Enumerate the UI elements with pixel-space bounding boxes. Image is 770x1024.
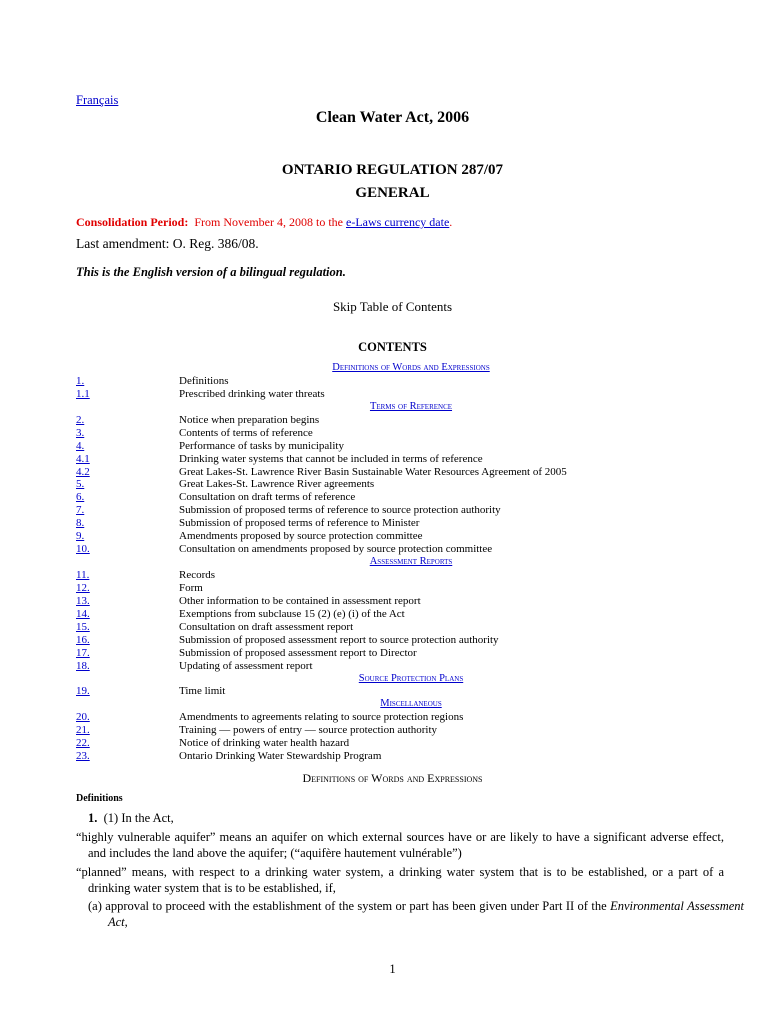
toc-section-number-link[interactable]: 21.	[76, 724, 90, 737]
toc-item	[76, 737, 716, 750]
toc-item	[76, 466, 716, 479]
toc-item	[76, 595, 716, 608]
toc-item-title: Submission of proposed terms of reference to Minister	[179, 517, 420, 530]
toc-section-heading[interactable]	[76, 401, 716, 414]
toc-section-number-link[interactable]: 22.	[76, 737, 90, 750]
table-of-contents	[76, 362, 716, 763]
toc-item-title: Notice when preparation begins	[179, 413, 320, 426]
toc-item-title: Exemptions from subclause 15 (2) (e) (i) of the Act	[179, 607, 405, 620]
toc-section-number-link[interactable]: 14.	[76, 607, 90, 620]
section-1-text: (1) In the Act,	[103, 811, 174, 825]
toc-section-link[interactable]: Definitions of Words and Expressions	[332, 362, 490, 373]
toc-item-title: Form	[179, 581, 203, 594]
toc-item-title: Notice of drinking water health hazard	[179, 737, 350, 750]
e-laws-currency-link[interactable]: e-Laws currency date	[346, 215, 450, 229]
regulation-subtitle: GENERAL	[355, 185, 430, 201]
toc-section-number-link[interactable]: 4.2	[76, 465, 90, 478]
toc-item-title: Submission of proposed assessment report to source protection authority	[179, 633, 499, 646]
definition-highly-vulnerable-aquifer: “highly vulnerable aquifer” means an aquifer on which external sources have or are likely to have a significant adverse effect, and includes the land above the aquifer; (“aquifère hautement vulnérable”)	[76, 830, 724, 860]
toc-item-title: Consultation on draft assessment report	[179, 620, 354, 633]
clause-a-end: ,	[124, 915, 128, 929]
toc-section-number-link[interactable]: 11.	[76, 569, 90, 581]
toc-item	[76, 750, 716, 763]
toc-item-title: Other information to be contained in assessment report	[179, 594, 421, 607]
consolidation-text: From November 4, 2008 to the	[194, 215, 343, 229]
toc-item	[76, 530, 716, 543]
toc-section-heading[interactable]	[76, 698, 716, 711]
toc-item	[76, 491, 716, 504]
toc-section-number-link[interactable]: 19.	[76, 685, 90, 698]
toc-section-link[interactable]: Miscellaneous	[380, 698, 442, 710]
toc-section-number-link[interactable]: 8.	[76, 517, 85, 530]
toc-item	[76, 647, 716, 660]
toc-section-link[interactable]: Assessment Reports	[369, 556, 453, 568]
definitions-label: Definitions	[76, 793, 123, 804]
toc-item	[76, 685, 716, 698]
toc-section-number-link[interactable]: 5.	[76, 478, 85, 491]
definition-planned: “planned” means, with respect to a drinking water system, a drinking water system that is to be established, or a part of a drinking water system that is to be established, if,	[76, 865, 724, 895]
toc-section-number-link[interactable]: 6.	[76, 491, 85, 504]
toc-item	[76, 569, 716, 582]
toc-item	[76, 478, 716, 491]
toc-item-title: Updating of assessment report	[179, 659, 313, 672]
toc-item	[76, 375, 716, 388]
toc-item	[76, 517, 716, 530]
toc-item-title: Amendments to agreements relating to source protection regions	[179, 711, 464, 724]
toc-item	[76, 440, 716, 453]
page-number: 1	[389, 962, 396, 976]
toc-item	[76, 660, 716, 673]
toc-section-heading[interactable]	[76, 673, 716, 686]
toc-item-title: Amendments proposed by source protection committee	[179, 530, 423, 543]
consolidation-label: Consolidation Period:	[76, 215, 189, 229]
toc-item-title: Contents of terms of reference	[179, 426, 313, 439]
toc-item-title: Great Lakes-St. Lawrence River Basin Sustainable Water Resources Agreement of 2005	[179, 465, 567, 478]
toc-item	[76, 388, 716, 401]
toc-section-number-link[interactable]: 7.	[76, 504, 85, 517]
english-version-note: This is the English version of a bilingual regulation.	[76, 265, 346, 279]
toc-item	[76, 582, 716, 595]
toc-section-number-link[interactable]: 1.1	[76, 387, 90, 400]
toc-section-number-link[interactable]: 1.	[76, 374, 85, 387]
toc-item	[76, 724, 716, 737]
toc-item	[76, 453, 716, 466]
toc-item-title: Consultation on draft terms of reference	[179, 491, 356, 504]
toc-item-title: Submission of proposed assessment report to Director	[179, 646, 417, 659]
toc-section-number-link[interactable]: 20.	[76, 711, 90, 724]
toc-item-title: Submission of proposed terms of reference to source protection authority	[179, 504, 501, 517]
toc-item-title: Great Lakes-St. Lawrence River agreements	[179, 478, 375, 491]
toc-item-title: Performance of tasks by municipality	[179, 439, 344, 452]
clause-a	[76, 898, 744, 930]
consolidation-period	[76, 215, 452, 230]
francais-link[interactable]: Français	[76, 93, 119, 107]
regulation-number: ONTARIO REGULATION 287/07	[281, 162, 504, 178]
toc-item-title: Training — powers of entry — source protection authority	[179, 724, 438, 737]
toc-item-title: Prescribed drinking water threats	[179, 387, 325, 400]
toc-item	[76, 621, 716, 634]
skip-toc-link[interactable]: Skip Table of Contents	[332, 299, 453, 314]
toc-item-title: Consultation on amendments proposed by source protection committee	[179, 543, 493, 556]
toc-section-number-link[interactable]: 13.	[76, 594, 90, 607]
act-title: Clean Water Act, 2006	[315, 109, 470, 126]
contents-heading: CONTENTS	[358, 340, 427, 354]
toc-section-heading[interactable]	[76, 362, 716, 375]
toc-section-number-link[interactable]: 17.	[76, 646, 90, 659]
toc-section-link[interactable]: Source Protection Plans	[358, 672, 464, 684]
last-amendment: Last amendment: O. Reg. 386/08.	[76, 236, 259, 251]
toc-item	[76, 608, 716, 621]
toc-section-number-link[interactable]: 3.	[76, 426, 85, 439]
toc-section-number-link[interactable]: 16.	[76, 633, 90, 646]
toc-item	[76, 543, 716, 556]
toc-item	[76, 414, 716, 427]
section-1-intro	[76, 810, 724, 826]
toc-item-title: Ontario Drinking Water Stewardship Program	[179, 750, 382, 763]
section-1-number: 1.	[88, 811, 98, 825]
toc-section-number-link[interactable]: 4.	[76, 439, 85, 452]
clause-a-label: (a)	[88, 899, 102, 913]
clause-a-text: approval to proceed with the establishment of the system or part has been given under Part II of the	[105, 899, 607, 913]
toc-item-title: Time limit	[179, 685, 226, 698]
toc-section-number-link[interactable]: 15.	[76, 620, 90, 633]
consolidation-end: .	[449, 215, 453, 229]
toc-section-link[interactable]: Terms of Reference	[369, 400, 453, 412]
toc-section-number-link[interactable]: 12.	[76, 581, 90, 594]
toc-item	[76, 711, 716, 724]
toc-item-title: Definitions	[179, 374, 229, 387]
toc-item	[76, 427, 716, 440]
toc-item-title: Drinking water systems that cannot be included in terms of reference	[179, 452, 483, 465]
clause-a-italic: Environmental Assessment Act	[108, 899, 745, 929]
toc-section-number-link[interactable]: 23.	[76, 750, 90, 763]
toc-item-title: Records	[179, 569, 216, 581]
toc-section-number-link[interactable]: 4.1	[76, 452, 90, 465]
toc-section-number-link[interactable]: 2.	[76, 413, 85, 426]
toc-section-number-link[interactable]: 9.	[76, 530, 85, 543]
toc-section-number-link[interactable]: 18.	[76, 659, 90, 672]
section-heading: Definitions of Words and Expressions	[302, 771, 483, 785]
toc-section-number-link[interactable]: 10.	[76, 543, 90, 556]
toc-item	[76, 634, 716, 647]
toc-item	[76, 504, 716, 517]
toc-section-heading[interactable]	[76, 556, 716, 569]
